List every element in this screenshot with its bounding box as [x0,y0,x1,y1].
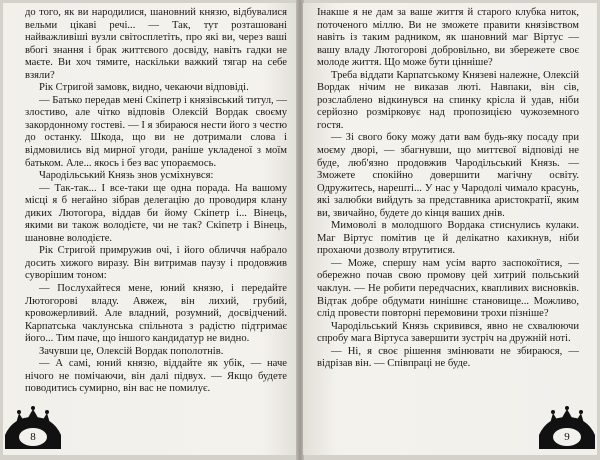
page-number: 8 [30,431,36,443]
page-number-ornament [537,405,597,449]
paragraph: Треба віддати Карпатському Князеві належне, Олексій Вордак нічим не виказав люті. Навпаки, він сів, розслаблено відкинувся на спинку крісла й удав, ніби серйозно розмірковує над пропозицією чужоземного гостя. [317,69,579,131]
left-page [3,3,297,455]
paragraph: Рік Стригой замовк, видно, чекаючи відповіді. [39,82,249,94]
paragraph: Інакше я не дам за ваше життя й старого клубка ниток, поточеного міллю. Ви не зможете правити князівством навіть із таким радником, як шановний маг Віртус — вашу владу Лютогорові добровільно, ви збережете своє молоде життя. Що може бути ціннішe? [317,7,579,69]
paragraph: Рік Стригой примружив очі, і його обличчя набрало досить хижого виразу. Він витримав паузу і продовжив суворішим тоном: [25,245,287,282]
page-number: 9 [564,431,570,443]
paragraph: — А самі, юний князю, віддайте як убік, — наче нічого не помічаючи, він далі підвух. — Якщо будете поводитись сумирно, він вас не помилує. [25,358,287,395]
right-page [303,3,597,455]
paragraph: Зачувши це, Олексій Вордак пополотнів. [39,345,224,357]
paragraph: — Ні, я своє рішення змінювати не збираюся, — відрізав він. — Співпраці не буде. [317,345,579,370]
left-page-text [25,7,287,396]
paragraph: — Так-так... І все-таки ще одна порада. На вашому місці я б негайно зібрав делегацію до проводиря клану диких Лютогора, віддав би йому Скіпетр і... Вінець, якими ви також володієте, чи не так? Скіпетр і Вінець, шановне володієте. [25,182,287,244]
paragraph: Чародільський Князь знов усміхнувся: [39,170,214,182]
paragraph: до того, як ви народилися, шановний князю, відбувалися вельми цікаві речі... — Так, тут розташовані найважливіші вузли світосплетіть, про які ви, через ваші вбогі знання і брак життєвого досвіду, навіть гадки не маєте. Ви хоч тямите, наскільки важкий тягар на себе взяли? [25,7,287,81]
paragraph: — Батько передав мені Скіпетр і князівський титул, — злостиво, але чітко відповів Олексій Вордак своєму закордонному гостеві. — І я збираюся нести його з честю до останку. Шкода, що ви не дотримали слова і відмовились від мирної угоди, раніше укладеної з моїм батьком. Але... якось і без вас упораємось. [25,94,287,169]
paragraph: — Послухайтеся мене, юний князю, і передайте Лютогорові владу. Авжеж, він лихий, грубий, кровожерливий. Але владний, розумний, досвідчений. Карпатська чаклунська спільнота з радістю підтримає його... Тим паче, що іншого кандидатур не видно. [25,283,287,345]
page-number-ornament [3,405,63,449]
paragraph: Чародільський Князь скривився, явно не схвалюючи спробу мага Віртуса завершити зустріч на дружній ноті. [317,320,579,345]
paragraph: — Може, спершу нам усім варто заспокоїтися, — обережно почав свою промову цей хитрий польський чаклун. — Не робити передчасних, квапливих висновків. Відтак добре обдумати нинішнє становище... Можливо, слід провести повторні перемовини трохи пізніше? [317,257,579,320]
paragraph: Мимоволі в молодшого Вордака стиснулись кулаки. Маг Віртус помітив це й делікатно кахикнув, ніби прохаючи дозволу втрутитися. [317,220,579,257]
paragraph: — Зі свого боку можу дати вам будь-яку посаду при моєму дворі, — збагнувши, що миттєвої відповіді не буде, люб'язно продовжив Чародільський Князь. — Зможете спокійно довершити магічну освіту. Одружитесь, нарешті... У нас у Чародолі чимало красунь, які залюбки вийдуть за представника аристократії, яким ви, звичайно, будете до кінця ваших днів. [317,132,579,219]
right-page-text [317,7,579,371]
